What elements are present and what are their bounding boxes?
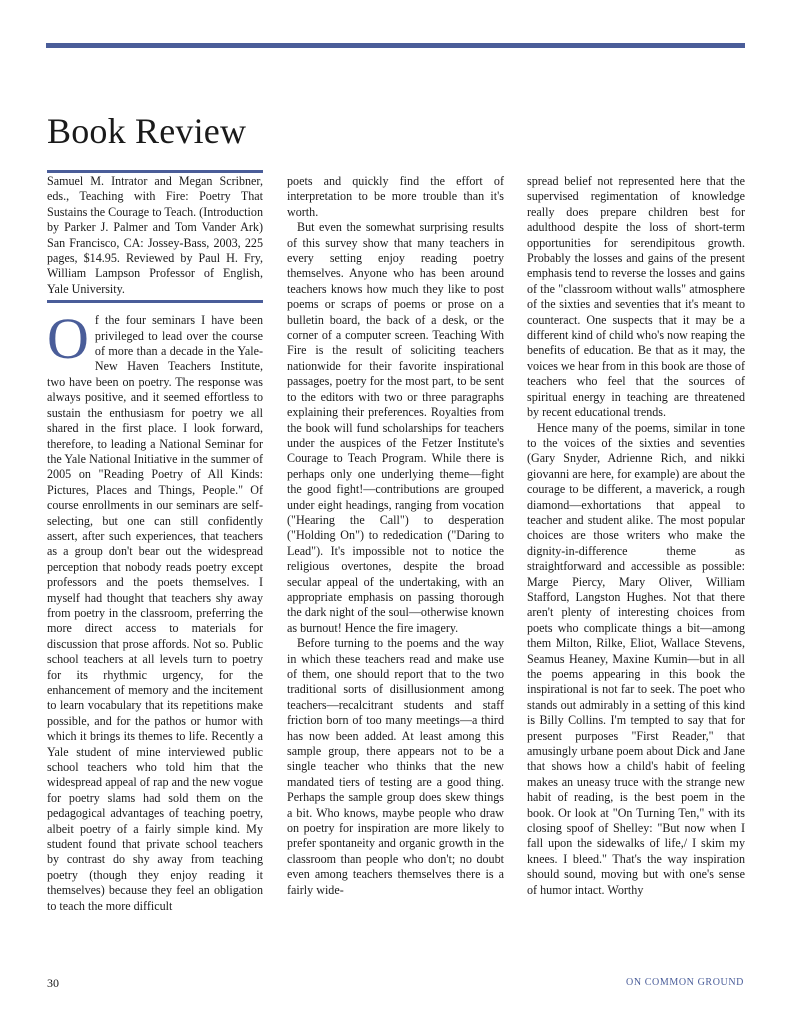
page-title: Book Review	[47, 111, 247, 151]
body-paragraph: Before turning to the poems and the way in which these teachers read and make use of them, one should report that to the two traditional sorts of disillusionment among teachers—recalcitrant students and staff friction born of too many meetings—a third has now been added. At least among this sample group, there appears not to be a single teacher who thinks that the new mandated tiers of testing are a good thing. Perhaps the sample group does skew things a bit. Who knows, maybe people who draw on poetry for inspiration are more likely to prefer spontaneity and organic growth in the classroom than people who don't; no doubt even among teachers themselves there is a fairly wide-	[287, 636, 504, 897]
body-paragraph: Hence many of the poems, similar in tone to the voices of the sixties and seventies (Gary Snyder, Adrienne Rich, and nikki giovanni are here, for example) are about the courage to be different, a maverick, a rough diamond—exhortations that appeal to teacher and student alike. The most popular choices are those writers who make the dignity-in-difference theme as straightforward and accessible as possible: Marge Piercy, Mary Oliver, William Stafford, Langston Hughes. Not that there aren't plenty of interesting choices from poets who complicate things a bit—among them Milton, Rilke, Eliot, Wallace Stevens, Seamus Heaney, Maxine Kumin—but in all the poems appearing in this book the inspirational is not far to seek. The poet who stands out admirably in a setting of this kind is Billy Collins. I'm tempted to say that for present purposes "First Reader," that amusingly urbane poem about Dick and Jane that shows how a child's habit of feeling makes an uneasy truce with the strange new habit of reading, is the best poem in the book. Or look at "On Turning Ten," with its closing spoof of Shelley: "But now when I fall upon the sidewalks of life,/ I skim my knees. I bleed." That's the way inspiration should sound, moving but with one's sense of humor intact. Worthy	[527, 420, 745, 897]
column-1	[47, 174, 263, 914]
body-paragraph	[47, 306, 263, 914]
paragraph-text: f the four seminars I have been privileged to lead over the course of more than a decade in the Yale-New Haven Teachers Institute, two have been on poetry. The response was always positive, and it seemed effortless to sustain the enthusiasm for poetry we all shared in the first place. I look forward, therefore, to leading a National Seminar for the Yale National Initiative in the summer of 2005 on "Reading Poetry of All Kinds: Pictures, Places and Things, People." Of course enrollments in our seminars are self-selecting, but one can still confidently assert, after such experiences, that teachers as a group don't bear out the widespread perception that nobody reads poetry except professors and the poets themselves. I myself had thought that teachers shy away from poetry in the classroom, preferring the more direct access to materials for discussion that prose affords. Not so. Public school teachers at all levels turn to poetry for its rhythmic urgency, for the enhancement of memory and the incitement to learn vocabulary that its repetitions make possible, and for the pathos or humor with which it brings its themes to life. Recently a Yale student of mine interviewed public school teachers who told him that the widespread appeal of rap and the new vogue for poetry slams had sold them on the pedagogical advantages of teaching poetry, albeit poetry of a fairly simple kind. My student found that private school teachers by contrast do shy away from teaching poetry (though they enjoy reading it themselves) because they feel an obligation to teach the more difficult	[47, 313, 263, 913]
body-paragraph: But even the somewhat surprising results of this survey show that many teachers in every setting enjoy reading poetry themselves. Anyone who has been around teachers knows how much they like to post poems or scraps of poems or prose on a bulletin board, the back of a desk, or the corner of a computer screen. Teaching With Fire is the result of soliciting teachers nationwide for their favorite inspirational passages, poetry for the most part, to be sent to the editors with two or three paragraphs explaining their preferences. Royalties from the book will fund scholarships for teachers under the auspices of the Fetzer Institute's Courage to Teach Program. While there is perhaps only one underlying theme—fight the good fight!—contributions are grouped under eight headings, ranging from vocation ("Hearing the Call") to desperation ("Holding On") to rededication ("Daring to Lead"). It's impossible not to notice the religious overtones, despite the broad secular appeal of the undertaking, with an appropriate emphasis on passing thorough the dark night of the soul—otherwise known as burnout! Hence the fire imagery.	[287, 220, 504, 635]
citation-text: Samuel M. Intrator and Megan Scribner, eds., Teaching with Fire: Poetry That Sustains the Courage to Teach. (Introduction by Parker J. Palmer and Tom Vander Ark) San Francisco, CA: Jossey-Bass, 2003, 225 pages, $14.95. Reviewed by Paul H. Fry, William Lampson Professor of English, Yale University.	[47, 174, 263, 296]
drop-cap: O	[47, 306, 89, 372]
page-number: 30	[47, 976, 59, 990]
column-2	[287, 174, 504, 898]
book-citation	[47, 170, 263, 303]
body-paragraph: poets and quickly find the effort of interpretation to be more trouble than it's worth.	[287, 174, 504, 219]
top-rule	[46, 43, 745, 48]
column-3	[527, 174, 745, 898]
publication-name: ON COMMON GROUND	[626, 977, 744, 988]
body-paragraph: spread belief not represented here that the supervised regimentation of knowledge really does prepare children best for adulthood despite the loss of short-term opportunities for serendipitous growth. Probably the losses and gains of the present emphasis tend to reverse the losses and gains of the "classroom without walls" atmosphere of the sixties and seventies that it's meant to counteract. One suspects that it may be a different kind of child who's now reaping the benefits of education. Be that as it may, the voices we hear from in this book are those of teachers who feel that the sources of spiritual energy in teaching are threatened by recent educational trends.	[527, 174, 745, 420]
